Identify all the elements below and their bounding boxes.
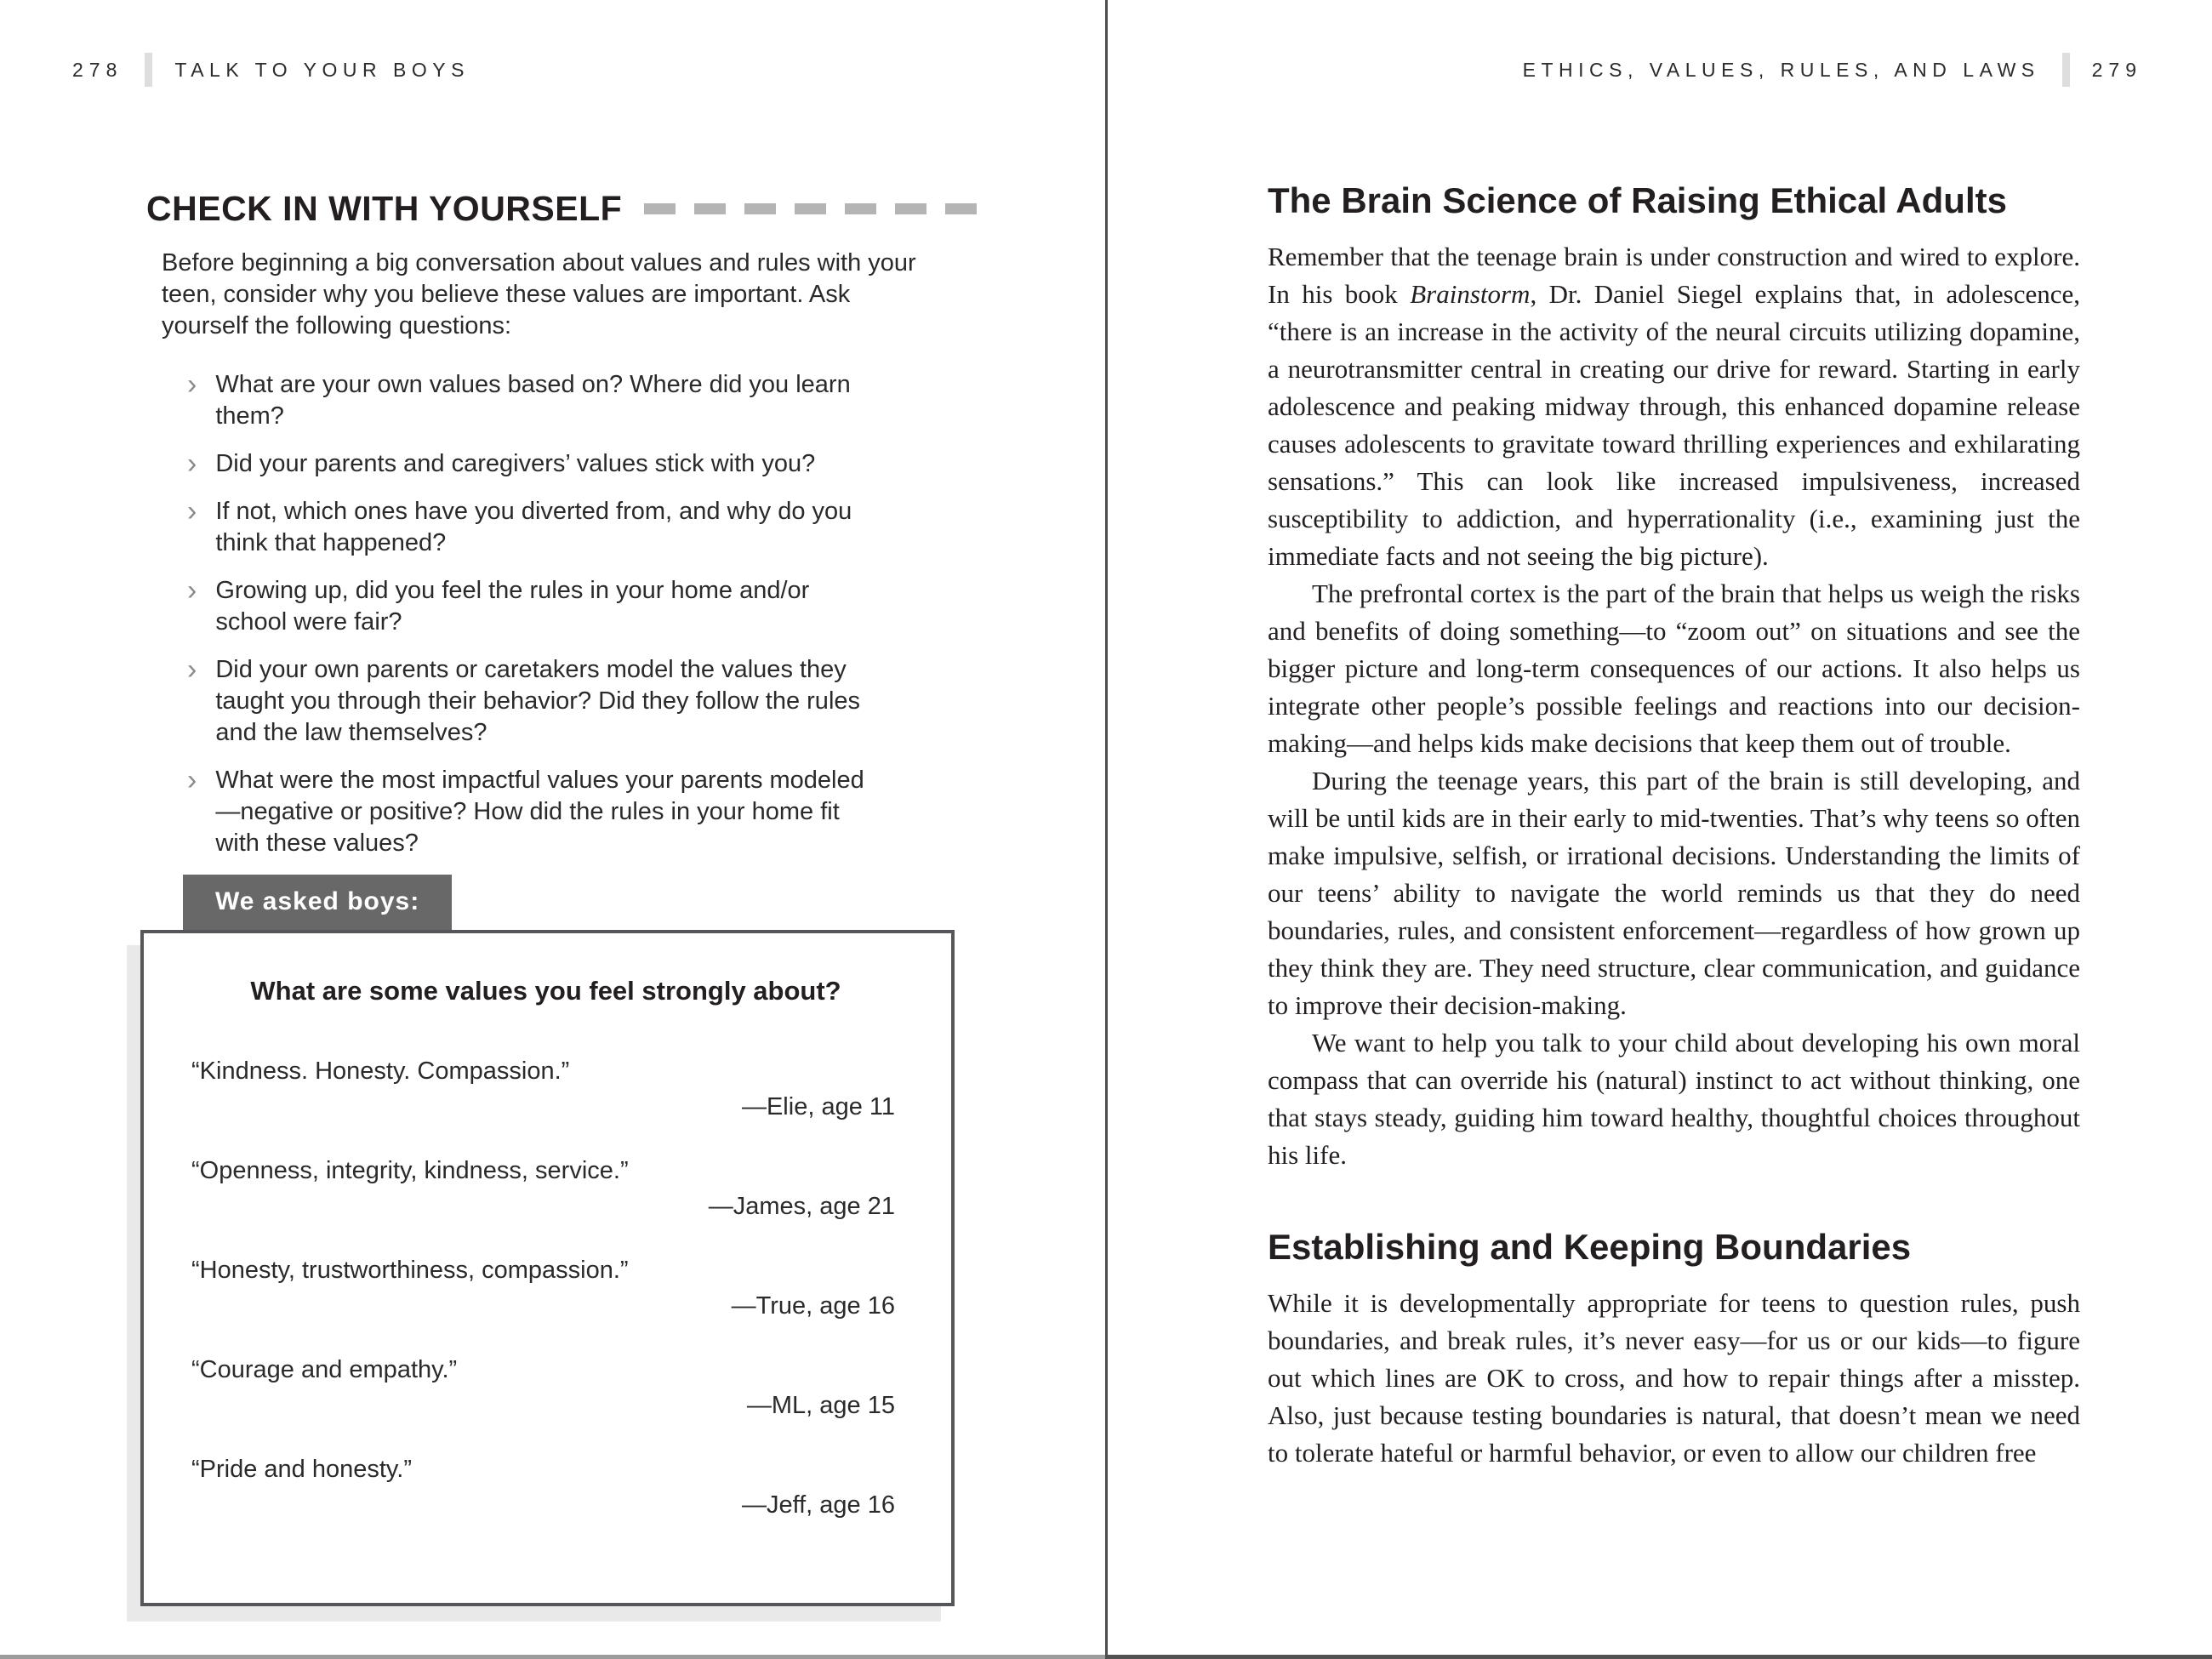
bullet-arrow-icon: › bbox=[187, 574, 197, 607]
quote-attribution: —ML, age 15 bbox=[746, 1392, 895, 1419]
bullet-arrow-icon: › bbox=[187, 368, 197, 401]
brain-science-section bbox=[1268, 180, 2080, 1174]
check-in-heading-row bbox=[146, 189, 942, 229]
section-heading: Establishing and Keeping Boundaries bbox=[1268, 1227, 1912, 1267]
paragraph-segment: , Dr. Daniel Siegel explains that, in adolescence, “there is an increase in the activity of the neural circuits utilizing dopamine, a neurotransmitter central in creating our drive for reward. Starting in early adolescence and peaking midway through, this enhanced dopamine release causes adolescents to gravitate toward thrilling experiences and exhilarating sensations.” This can look like increased impulsiveness, increased susceptibility to addiction, and hyperrationality (i.e., examining just the immediate facts and not seeing the big picture). bbox=[1268, 279, 2080, 571]
check-in-heading: CHECK IN WITH YOURSELF bbox=[146, 189, 623, 228]
quote-text: “Honesty, trustworthiness, compassion.” bbox=[191, 1257, 629, 1284]
bullet-arrow-icon: › bbox=[187, 495, 197, 527]
left-running-head bbox=[72, 53, 470, 87]
we-asked-boys-callout bbox=[140, 875, 955, 1606]
list-item bbox=[187, 496, 942, 559]
quote-attribution: —Elie, age 11 bbox=[741, 1093, 895, 1120]
page-gutter-divider bbox=[1105, 0, 1108, 1659]
header-divider-bar bbox=[145, 53, 152, 87]
boundaries-section bbox=[1268, 1227, 2080, 1472]
heading-dash bbox=[694, 203, 726, 214]
quote-item bbox=[191, 1354, 900, 1420]
paragraph-segment: Remember that the teenage brain is under construction and wired to explore. In his book bbox=[1268, 242, 2080, 309]
heading-dash bbox=[895, 203, 926, 214]
right-page-content bbox=[1268, 180, 2080, 1472]
quote-attribution: —Jeff, age 16 bbox=[741, 1491, 895, 1519]
header-divider-bar bbox=[2062, 53, 2070, 87]
list-item-text: If not, which ones have you diverted from, and why do you think that happened? bbox=[215, 498, 852, 556]
bottom-edge-right bbox=[1108, 1655, 2212, 1659]
right-running-head bbox=[1523, 53, 2142, 87]
list-item-text: What were the most impactful values your parents modeled—negative or positive? How did the rules in your home fit with these values? bbox=[215, 767, 864, 857]
body-paragraph bbox=[1268, 238, 2080, 575]
list-item bbox=[187, 765, 942, 859]
book-title: TALK TO YOUR BOYS bbox=[174, 58, 470, 81]
book-title-italic: Brainstorm bbox=[1410, 279, 1531, 309]
list-item-text: Did your own parents or caretakers model the values they taught you through their behavior? Did they follow the rules and the law themselves? bbox=[215, 656, 861, 746]
section-body bbox=[1268, 238, 2080, 1174]
bottom-edge-left bbox=[0, 1655, 1105, 1659]
list-item bbox=[187, 369, 942, 432]
heading-dash bbox=[945, 203, 977, 214]
bullet-arrow-icon: › bbox=[187, 448, 197, 480]
bullet-arrow-icon: › bbox=[187, 764, 197, 796]
quote-text: “Openness, integrity, kindness, service.” bbox=[191, 1157, 629, 1184]
list-item-text: Growing up, did you feel the rules in your home and/or school were fair? bbox=[215, 577, 810, 636]
list-item bbox=[187, 448, 942, 480]
left-page-number: 278 bbox=[72, 58, 123, 81]
heading-dashes bbox=[644, 203, 977, 214]
section-heading: The Brain Science of Raising Ethical Adults bbox=[1268, 180, 2007, 220]
we-asked-boys-tab: We asked boys: bbox=[183, 875, 452, 930]
right-page-number: 279 bbox=[2091, 58, 2142, 81]
bullet-arrow-icon: › bbox=[187, 653, 197, 686]
quote-attribution: —James, age 21 bbox=[708, 1193, 895, 1220]
list-item-text: What are your own values based on? Where did you learn them? bbox=[215, 371, 851, 430]
list-item bbox=[187, 654, 942, 749]
quote-text: “Kindness. Honesty. Compassion.” bbox=[191, 1058, 570, 1085]
body-paragraph: The prefrontal cortex is the part of the brain that helps us weigh the risks and benefits of doing something—to “zoom out” on situations and see the bigger picture and long-term consequences of our actions. It also helps us integrate other people’s possible feelings and reactions into our decision-making—and helps kids make decisions that keep them out of trouble. bbox=[1268, 579, 2080, 758]
body-paragraph: We want to help you talk to your child about developing his own moral compass that can override his (natural) instinct to act without thinking, one that stays steady, guiding him toward healthy, thoughtful choices throughout his life. bbox=[1268, 1028, 2080, 1170]
list-item bbox=[187, 575, 942, 638]
chapter-title: ETHICS, VALUES, RULES, AND LAWS bbox=[1522, 58, 2040, 81]
section-body bbox=[1268, 1285, 2080, 1472]
list-item-text: Did your parents and caregivers’ values stick with you? bbox=[215, 450, 816, 477]
quote-item bbox=[191, 1056, 900, 1121]
quote-text: “Courage and empathy.” bbox=[191, 1356, 458, 1383]
quote-attribution: —True, age 16 bbox=[731, 1292, 895, 1320]
check-in-question-list bbox=[187, 369, 942, 859]
quote-item bbox=[191, 1255, 900, 1320]
heading-dash bbox=[795, 203, 826, 214]
quote-box bbox=[140, 930, 955, 1606]
heading-dash bbox=[644, 203, 676, 214]
body-paragraph: While it is developmentally appropriate for teens to question rules, push boundaries, and break rules, it’s never easy—for us or our kids—to figure out which lines are OK to cross, and how to repair things after a misstep. Also, just because testing boundaries is natural, that doesn’t mean we need to tolerate hateful or harmful behavior, or even to allow our children free bbox=[1268, 1288, 2080, 1468]
body-paragraph: During the teenage years, this part of the brain is still developing, and will be until kids are in their early to mid-twenties. That’s why teens so often make impulsive, selfish, or irrational decisions. Understanding the limits of our teens’ ability to navigate the world reminds us that they do need boundaries, rules, and consistent enforcement—regardless of how grown up they think they are. They need structure, clear communication, and guidance to improve their decision-making. bbox=[1268, 766, 2080, 1020]
quote-item bbox=[191, 1155, 900, 1221]
quote-item bbox=[191, 1454, 900, 1519]
heading-dash bbox=[845, 203, 876, 214]
check-in-intro: Before beginning a big conversation about values and rules with your teen, consider why you believe these values are important. Ask yourself the following questions: bbox=[162, 249, 916, 339]
quote-box-question: What are some values you feel strongly about? bbox=[250, 976, 841, 1006]
quote-text: “Pride and honesty.” bbox=[191, 1456, 412, 1483]
check-in-section bbox=[146, 189, 942, 875]
heading-dash bbox=[744, 203, 776, 214]
